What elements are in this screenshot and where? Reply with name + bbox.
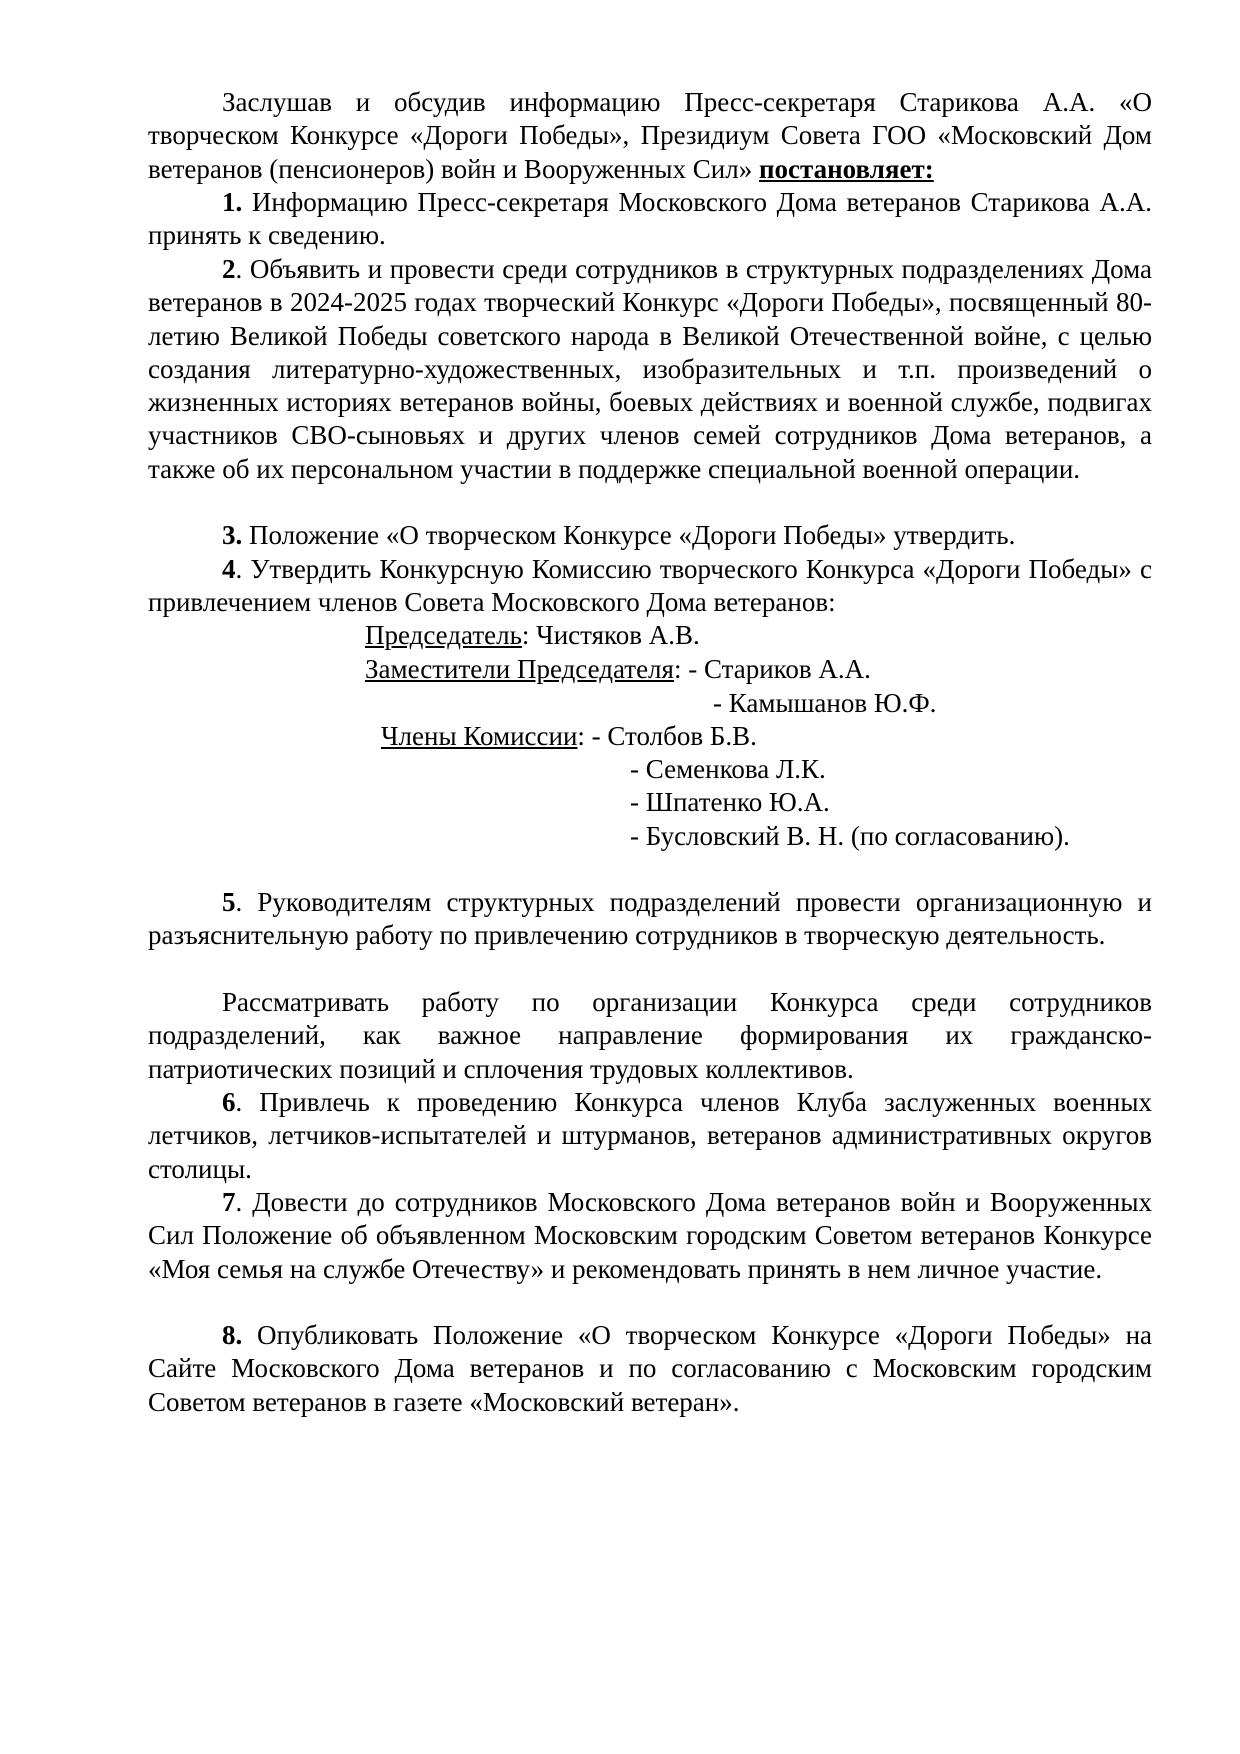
- item-5-text: . Руководителям структурных подразделений провести организационную и разъяснительную работу по привлечению сотрудников в творческую деятельность.: [148, 887, 1152, 951]
- item-1: [148, 186, 1152, 253]
- item-7-number: 7: [222, 1187, 236, 1217]
- member-4: - Бусловский В. Н. (по согласованию).: [630, 821, 1070, 851]
- item-3-number: 3.: [222, 520, 243, 550]
- deputies-label: Заместители Председателя: [365, 654, 674, 684]
- item-6-text: . Привлечь к проведению Конкурса членов Клуба заслуженных военных летчиков, летчиков-испытателей и штурманов, ветеранов административных округов столицы.: [148, 1087, 1152, 1184]
- item-8-text: Опубликовать Положение «О творческом Конкурсе «Дороги Победы» на Сайте Московского Дома ветеранов и по согласованию с Московским городским Советом ветеранов в газете «Московский ветеран».: [148, 1320, 1152, 1417]
- item-5-number: 5: [222, 887, 236, 917]
- item-4-number: 4: [222, 554, 236, 584]
- item-3: [148, 519, 1152, 552]
- chair-name: : Чистяков А.В.: [521, 620, 700, 650]
- item-7-text: . Довести до сотрудников Московского Дома ветеранов войн и Вооруженных Сил Положение об объявленном Московским городским Советом ветеранов Конкурсе «Моя семья на службе Отечеству» и рекомендовать принять в нем личное участие.: [148, 1187, 1152, 1284]
- item-5-continuation: [148, 986, 1152, 1086]
- item-8-number: 8.: [222, 1320, 243, 1350]
- item-4-text: . Утвердить Конкурсную Комиссию творческого Конкурса «Дороги Победы» с привлечением членов Совета Московского Дома ветеранов:: [148, 554, 1152, 618]
- intro-resolution-word: постановляет:: [758, 153, 934, 184]
- deputies-line: [365, 653, 871, 686]
- member-3: - Шпатенко Ю.А.: [630, 787, 830, 817]
- item-7: [148, 1186, 1152, 1286]
- chair-label: Председатель: [365, 620, 522, 650]
- item-4: [148, 553, 1152, 620]
- member-2: - Семенкова Л.К.: [630, 754, 826, 784]
- item-6-number: 6: [222, 1087, 236, 1117]
- item-2-text: . Объявить и провести среди сотрудников в структурных подразделениях Дома ветеранов в 2024-2025 годах творческий Конкурс «Дороги Победы», посвященный 80-летию Великой Победы советского народа в Великой Отечественной войне, с целью создания литературно-художественных, изобразительных и т.п. произведений о жизненных историях ветеранов войны, боевых действиях и военной службе, подвигах участников СВО-сыновьях и других членов семей сотрудников Дома ветеранов, а также об их персональном участии в поддержке специальной военной операции.: [148, 254, 1152, 484]
- item-2: [148, 253, 1152, 486]
- item-6: [148, 1086, 1152, 1186]
- intro-text: Заслушав и обсудив информацию Пресс-секретаря Старикова А.А. «О творческом Конкурсе «Дороги Победы», Президиум Совета ГОО «Московский Дом ветеранов (пенсионеров) войн и Вооруженных Сил»: [148, 87, 1152, 184]
- intro-paragraph: [148, 86, 1152, 186]
- item-8: [148, 1319, 1152, 1419]
- deputy-1: : - Стариков А.А.: [673, 654, 871, 684]
- item-1-text: Информацию Пресс-секретаря Московского Дома ветеранов Старикова А.А. принять к сведению.: [148, 187, 1152, 251]
- members-label: Члены Комиссии: [381, 721, 578, 751]
- item-5b-text: Рассматривать работу по организации Конкурса среди сотрудников подразделений, как важное направление формирования их гражданско-патриотических позиций и сплочения трудовых коллективов.: [148, 987, 1152, 1084]
- members-line: [381, 720, 757, 753]
- item-5: [148, 886, 1152, 953]
- item-3-text: Положение «О творческом Конкурсе «Дороги Победы» утвердить.: [242, 520, 1016, 550]
- member-1: : - Столбов Б.В.: [577, 721, 757, 751]
- deputy-2: - Камышанов Ю.Ф.: [713, 688, 937, 718]
- chair-line: [365, 619, 700, 652]
- item-1-number: 1.: [222, 187, 243, 217]
- item-2-number: 2: [222, 254, 236, 284]
